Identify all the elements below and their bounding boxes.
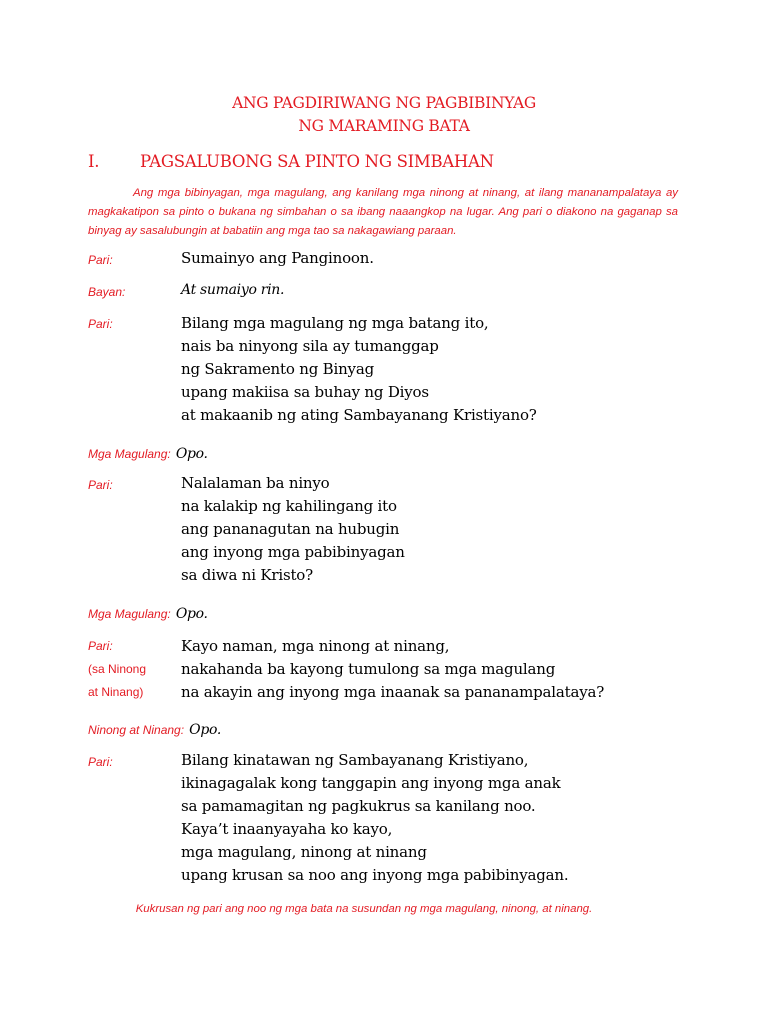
section-title: PAGSALUBONG SA PINTO NG SIMBAHAN bbox=[140, 152, 494, 171]
verse-line: sa diwa ni Kristo? bbox=[181, 566, 313, 584]
verse-line: at makaanib ng ating Sambayanang Kristiyano? bbox=[181, 406, 537, 424]
verse-line: Bilang kinatawan ng Sambayanang Kristiyano, bbox=[181, 751, 529, 769]
intro-rubric-text: Ang mga bibinyagan, mga magulang, ang kanilang mga ninong at ninang, at ilang mananampalataya ay magkakatipon sa pinto o bukana ng simbahan o sa ibang naaangkop na lugar. Ang pari o diakono na gaganap sa binyag ay sasalubungin at babatiin ang mga tao sa nakagawiang paraan. bbox=[88, 187, 678, 237]
verse-line: Nalalaman ba ninyo bbox=[181, 474, 330, 492]
verse-line: na kalakip ng kahilingang ito bbox=[181, 497, 397, 515]
speaker-label: Mga Magulang: bbox=[88, 447, 171, 461]
priest-lines bbox=[181, 312, 537, 427]
verse-line: ng Sakramento ng Binyag bbox=[181, 360, 374, 378]
section-number: I. bbox=[88, 152, 100, 171]
speaker-label: Pari: bbox=[88, 253, 113, 267]
verse-line: Bilang mga magulang ng mga batang ito, bbox=[181, 314, 489, 332]
section-heading bbox=[88, 152, 494, 171]
verse-line: na akayin ang inyong mga inaanak sa pananampalataya? bbox=[181, 683, 605, 701]
parents-response: Opo. bbox=[175, 606, 208, 622]
verse-line: ang pananagutan na hubugin bbox=[181, 520, 400, 538]
speaker-label: Pari: bbox=[88, 478, 113, 492]
verse-line: nais ba ninyong sila ay tumanggap bbox=[181, 337, 439, 355]
document-title-line-1: ANG PAGDIRIWANG NG PAGBIBINYAG bbox=[232, 94, 536, 112]
speaker-label: Pari: bbox=[88, 755, 113, 769]
verse-line: upang makiisa sa buhay ng Diyos bbox=[181, 383, 429, 401]
priest-lines bbox=[181, 635, 604, 704]
verse-line: sa pamamagitan ng pagkukrus sa kanilang noo. bbox=[181, 797, 536, 815]
parents-response: Opo. bbox=[175, 446, 208, 462]
speaker-label: Pari: bbox=[88, 317, 113, 331]
speaker-note: at Ninang) bbox=[88, 685, 144, 699]
verse-line: Sumainyo ang Panginoon. bbox=[181, 249, 374, 267]
response-line bbox=[88, 443, 208, 462]
priest-lines bbox=[181, 247, 374, 270]
verse-line: Kayo naman, mga ninong at ninang, bbox=[181, 637, 450, 655]
speaker-label: Ninong at Ninang: bbox=[88, 723, 185, 737]
speaker-label-stack bbox=[88, 635, 146, 704]
intro-rubric bbox=[88, 184, 678, 241]
response-line bbox=[88, 603, 208, 622]
verse-line: upang krusan sa noo ang inyong mga pabibinyagan. bbox=[181, 866, 569, 884]
godparents-response: Opo. bbox=[189, 722, 222, 738]
document-title-line-2: NG MARAMING BATA bbox=[298, 117, 470, 135]
speaker-note: (sa Ninong bbox=[88, 662, 147, 676]
verse-line: mga magulang, ninong at ninang bbox=[181, 843, 427, 861]
response-line bbox=[88, 719, 221, 738]
verse-line: Kaya’t inaanyayaha ko kayo, bbox=[181, 820, 393, 838]
priest-lines bbox=[181, 472, 405, 587]
people-response: At sumaiyo rin. bbox=[181, 282, 285, 298]
speaker-label: Mga Magulang: bbox=[88, 607, 171, 621]
verse-line: ang inyong mga pabibinyagan bbox=[181, 543, 405, 561]
verse-line: nakahanda ba kayong tumulong sa mga magulang bbox=[181, 660, 556, 678]
verse-line: ikinagagalak kong tanggapin ang inyong mga anak bbox=[181, 774, 561, 792]
speaker-label: Pari: bbox=[88, 639, 113, 653]
speaker-label: Bayan: bbox=[88, 285, 126, 299]
priest-lines bbox=[181, 749, 568, 887]
closing-rubric: Kukrusan ng pari ang noo ng mga bata na susundan ng mga magulang, ninong, at ninang. bbox=[135, 903, 593, 915]
